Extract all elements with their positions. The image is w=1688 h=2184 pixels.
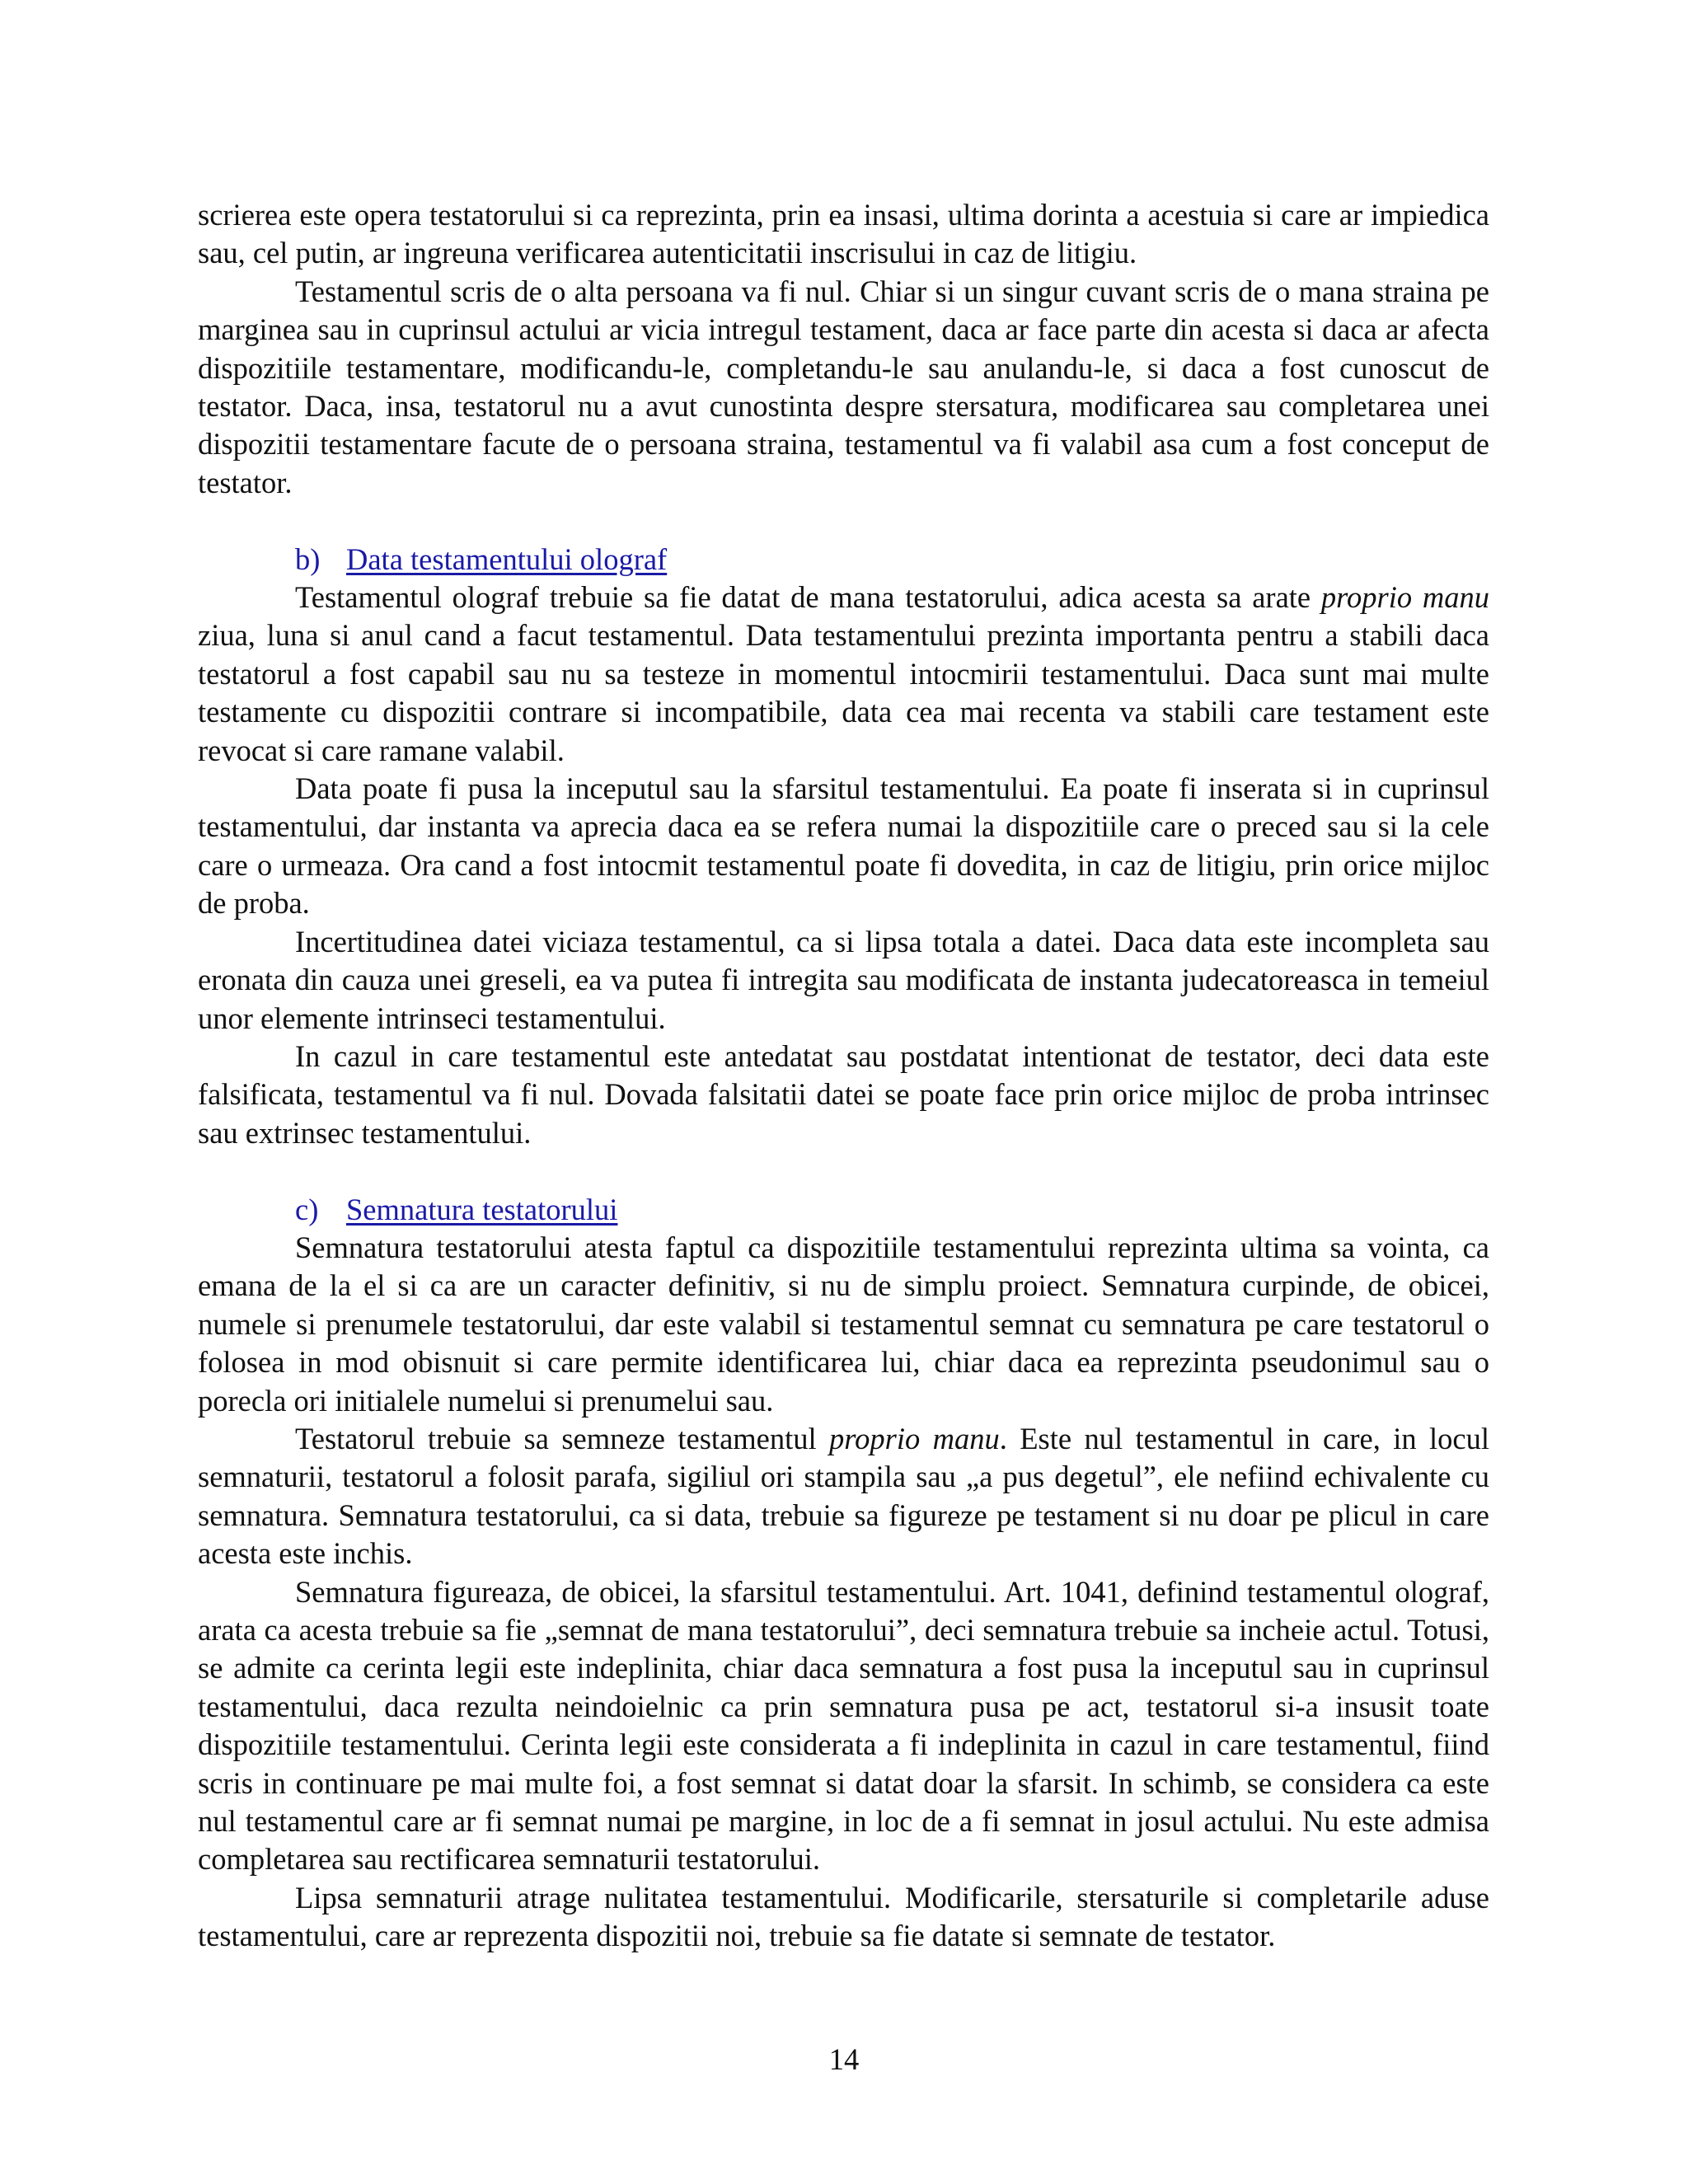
section-heading-data-testamentului — [198, 541, 1489, 579]
italic-proprio-manu: proprio manu — [829, 1421, 1000, 1455]
paragraph-testament-scris-de-alta-persoana: Testamentul scris de o alta persoana va fi nul. Chiar si un singur cuvant scris de o mana straina pe marginea sau in cuprinsul actului ar vicia intregul testament, daca ar face parte din acesta si daca ar afecta dispozitiile testamentare, modificandu-le, completandu-le sau anulandu-le, si daca a fost cunoscut de testator. Daca, insa, testatorul nu a avut cunostinta despre stersatura, modificarea sau completarea unei dispozitii testamentare facute de o persoana straina, testamentul va fi valabil asa cum a fost conceput de testator. — [198, 274, 1489, 499]
link-data-testamentului-olograf[interactable]: Data testamentului olograf — [346, 541, 668, 576]
page-number: 14 — [828, 2042, 860, 2076]
section-heading-semnatura — [198, 1191, 1489, 1229]
paragraph-semnatura-atesta: Semnatura testatorului atesta faptul ca dispozitiile testamentului reprezinta ultima sa vointa, ca emana de la el si ca are un caracter definitiv, si nu de simplu proiect. Semnatura curpinde, de obicei, numele si prenumele testatorului, dar este valabil si testamentul semnat cu semnatura pe care testatorul o folosea in mod obisnuit si care permite identificarea lui, chiar daca ea reprezinta pseudonimul sau o porecla ori initialele numelui si prenumelui sau. — [198, 1230, 1489, 1418]
paragraph-semnatura-figureaza: Semnatura figureaza, de obicei, la sfarsitul testamentului. Art. 1041, definind testamentul olograf, arata ca acesta trebuie sa fie „semnat de mana testatorului”, deci semnatura trebuie sa incheie actul. Totusi, se admite ca cerinta legii este indeplinita, chiar daca semnatura a fost pusa la inceputul sau in cuprinsul testamentului, daca rezulta neindoielnic ca prin semnatura pusa pe act, testatorul si-a insusit toate dispozitiile testamentului. Cerinta legii este considerata a fi indeplinita in cazul in care testamentul, fiind scris in continuare pe mai multe foi, a fost semnat si datat doar la sfarsit. In schimb, se considera ca este nul testamentul care ar fi semnat numai pe margine, in loc de a fi semnat in josul actului. Nu este admisa completarea sau rectificarea semnaturii testatorului. — [198, 1574, 1489, 1877]
paragraph-proprio-manu-semnatura: Testatorul trebuie sa semneze testamentul proprio manu. Este nul testamentul in care, in locul semnaturii, testatorul a folosit parafa, sigiliul ori stampila sau „a pus degetul”, ele nefiind echivalente cu semnatura. Semnatura testatorului, ca si data, trebuie sa figureze pe testament si nu doar pe plicul in care acesta este inchis. — [198, 1421, 1489, 1571]
italic-proprio-manu: proprio manu — [1320, 580, 1489, 615]
section-letter-c: c) — [295, 1192, 319, 1226]
section-letter-b: b) — [295, 541, 321, 576]
paragraph-antedatat-postdatat: In cazul in care testamentul este antedatat sau postdatat intentionat de testator, deci data este falsificata, testamentul va fi nul. Dovada falsitatii datei se poate face prin orice mijloc de proba intrinsec sau extrinsec testamentului. — [198, 1038, 1489, 1150]
paragraph-incertitudinea-datei: Incertitudinea datei viciaza testamentul, ca si lipsa totala a datei. Daca data este incompleta sau eronata din cauza unei greseli, ea va putea fi intregita sau modificata de instanta judecatoreasca in temeiul unor elemente intrinseci testamentului. — [198, 924, 1489, 1035]
paragraph-data-olograf: Testamentul olograf trebuie sa fie datat de mana testatorului, adica acesta sa arate proprio manu ziua, luna si anul cand a facut testamentul. Data testamentului prezinta importanta pentru a stabili daca testatorul a fost capabil sau nu sa testeze in momentul intocmirii testamentului. Daca sunt mai multe testamente cu dispozitii contrare si incompatibile, data cea mai recenta va stabili care testament este revocat si care ramane valabil. — [198, 580, 1489, 767]
paragraph-lipsa-semnaturii: Lipsa semnaturii atrage nulitatea testamentului. Modificarile, stersaturile si completarile aduse testamentului, care ar reprezenta dispozitii noi, trebuie sa fie datate si semnate de testator. — [198, 1880, 1489, 1953]
paragraph-continuation: scrierea este opera testatorului si ca reprezinta, prin ea insasi, ultima dorinta a acestuia si care ar impiedica sau, cel putin, ar ingreuna verificarea autenticitatii inscrisului in caz de litigiu. — [198, 198, 1489, 270]
paragraph-data-pozitie: Data poate fi pusa la inceputul sau la sfarsitul testamentului. Ea poate fi inserata si in cuprinsul testamentului, dar instanta va aprecia daca ea se refera numai la dispozitiile care o preced sau si la cele care o urmeaza. Ora cand a fost intocmit testamentul poate fi dovedita, in caz de litigiu, prin orice mijloc de proba. — [198, 771, 1489, 921]
page-body — [198, 196, 1489, 1956]
link-semnatura-testatorului[interactable]: Semnatura testatorului — [346, 1192, 618, 1226]
